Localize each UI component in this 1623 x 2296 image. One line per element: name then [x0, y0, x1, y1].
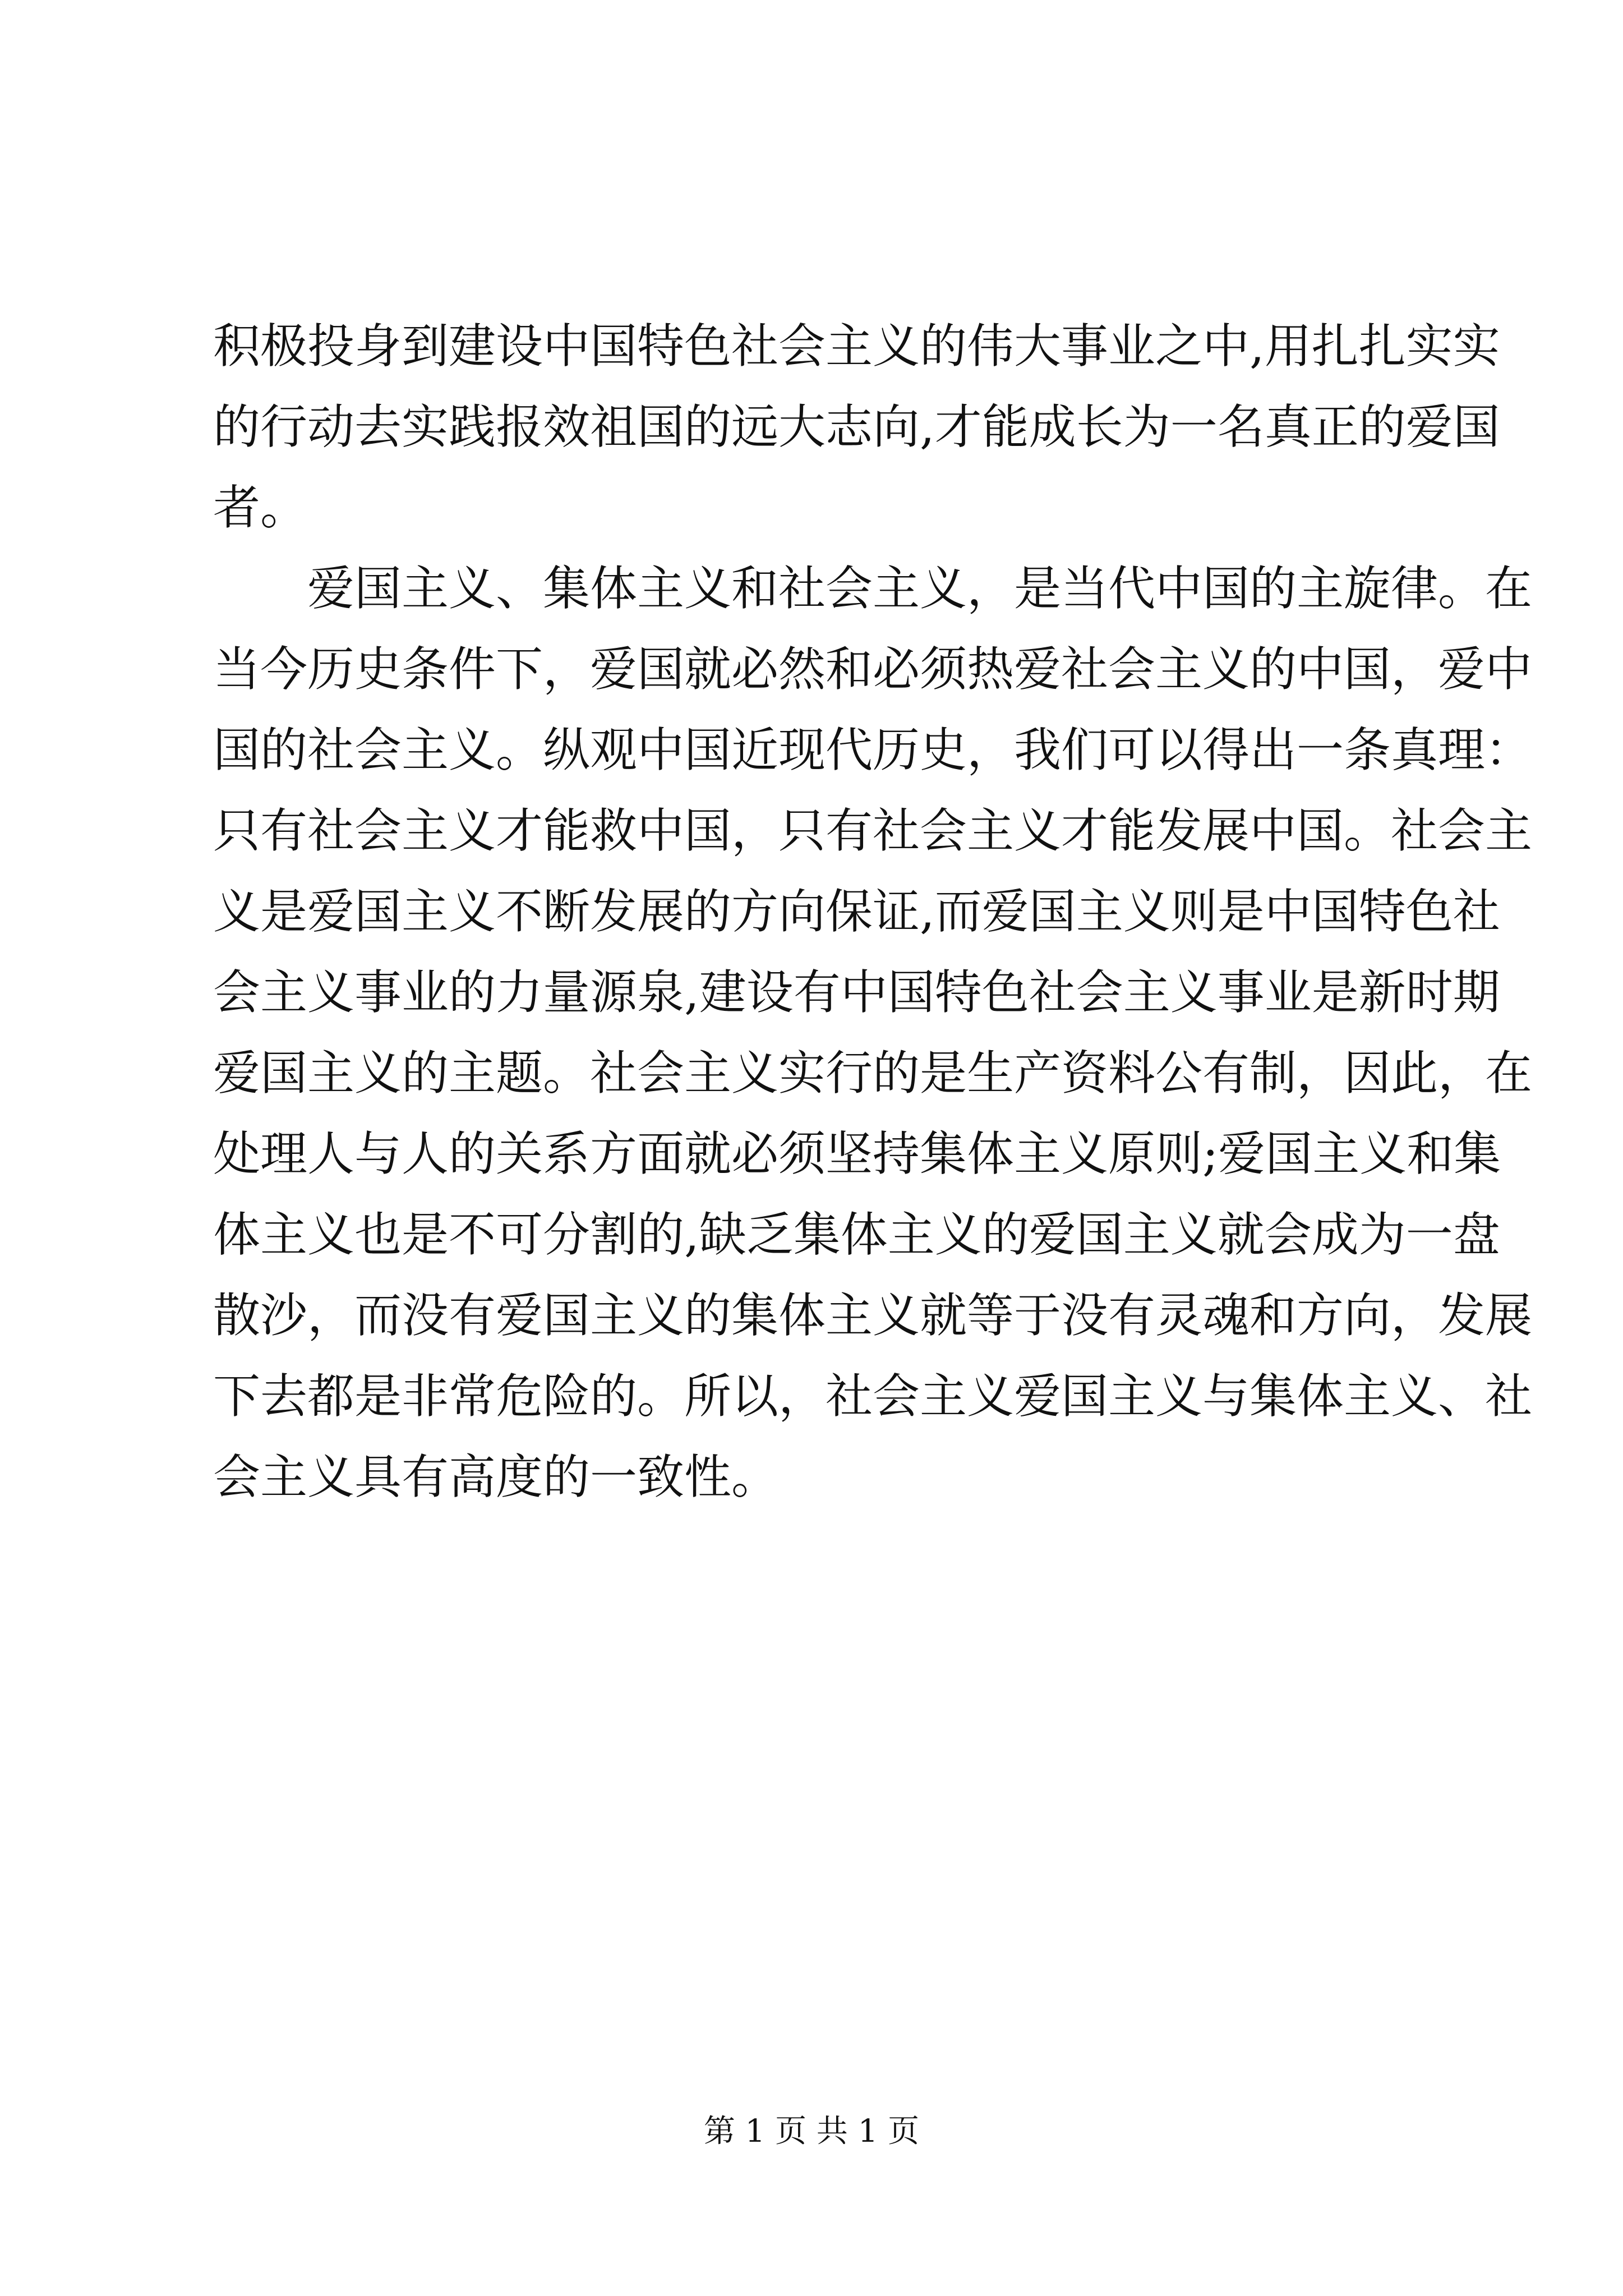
- text-line: 爱国主义的主题。社会主义实行的是生产资料公有制，因此，在: [213, 1046, 1533, 1101]
- text-line: 义是爱国主义不断发展的方向保证,而爱国主义则是中国特色社: [213, 884, 1500, 939]
- body-text: [213, 306, 1533, 1517]
- text-line: 下去都是非常危险的。所以，社会主义爱国主义与集体主义、社: [213, 1369, 1533, 1424]
- text-line: 爱国主义、集体主义和社会主义，是当代中国的主旋律。在: [213, 561, 1533, 616]
- text-line: 会主义事业的力量源泉,建设有中国特色社会主义事业是新时期: [213, 965, 1500, 1020]
- text-line: 会主义具有高度的一致性。: [213, 1450, 779, 1504]
- page-number: 第 1 页 共 1 页: [703, 2113, 920, 2150]
- text-line: 者。: [213, 480, 308, 535]
- text-line: 只有社会主义才能救中国，只有社会主义才能发展中国。社会主: [213, 803, 1533, 858]
- text-line: 处理人与人的关系方面就必须坚持集体主义原则;爱国主义和集: [213, 1126, 1501, 1181]
- text-line: 散沙，而没有爱国主义的集体主义就等于没有灵魂和方向，发展: [213, 1288, 1533, 1343]
- text-line: 体主义也是不可分割的,缺乏集体主义的爱国主义就会成为一盘: [213, 1207, 1500, 1262]
- text-line: 国的社会主义。纵观中国近现代历史，我们可以得出一条真理：: [213, 723, 1533, 777]
- text-line: 当今历史条件下，爱国就必然和必须热爱社会主义的中国，爱中: [213, 642, 1533, 697]
- page-footer: [0, 2109, 1623, 2154]
- text-line: 的行动去实践报效祖国的远大志向,才能成长为一名真正的爱国: [213, 399, 1500, 454]
- text-line: 积极投身到建设中国特色社会主义的伟大事业之中,用扎扎实实: [213, 319, 1500, 374]
